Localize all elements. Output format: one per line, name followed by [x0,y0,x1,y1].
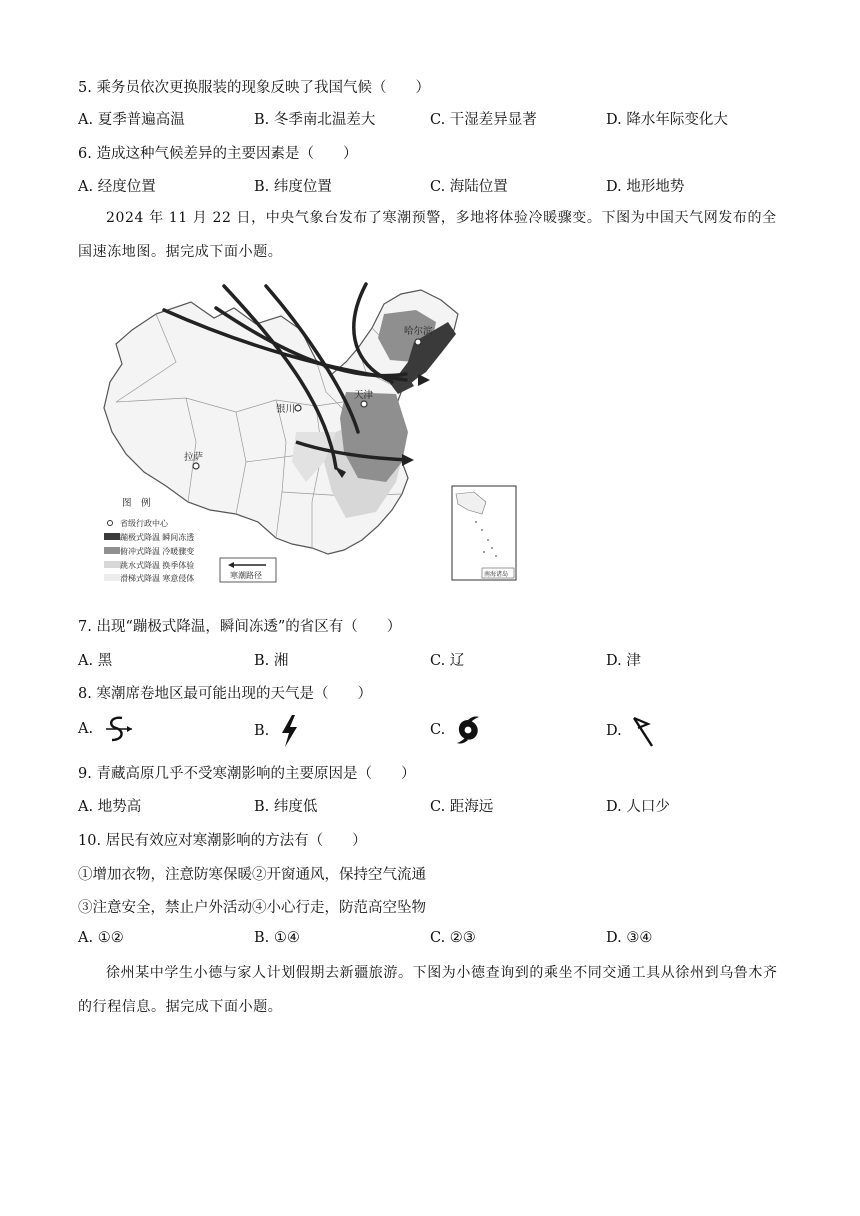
option-c-label: C. [430,722,446,738]
option-a[interactable]: A. 地势高 [78,799,142,815]
legend-arrow-label: 寒潮路径 [230,571,262,580]
option-d[interactable]: D. ③④ [606,930,653,946]
inset-label: 南海诸岛 [484,572,509,578]
option-d[interactable]: D. 人口少 [606,799,670,815]
city-tianjin: 天津 [354,390,374,401]
option-c[interactable]: C. 海陆位置 [430,179,508,195]
question-6-stem: 6. 造成这种气候差异的主要因素是（ ） [78,146,358,162]
passage-xinjiang-trip-text: 徐州某中学生小德与家人计划假期去新疆旅游。下图为小德查询到的乘坐不同交通工具从徐州到乌鲁木齐的行程信息。据完成下面小题。 [78,965,778,1015]
option-d[interactable]: D. 降水年际变化大 [606,112,728,128]
legend-item-jump: 跳水式降温 换季体验 [120,561,195,570]
option-c[interactable]: C. ②③ [430,930,476,946]
option-d[interactable]: D. 地形地势 [606,179,685,195]
south-china-sea-inset [452,486,516,580]
option-d-label: D. [606,723,622,739]
legend-item-capital: 省级行政中心 [120,519,168,528]
question-10-stem: 10. 居民有效应对寒潮影响的方法有（ ） [78,833,367,849]
option-a[interactable] [78,714,136,744]
option-b[interactable]: B. 冬季南北温差大 [254,112,376,128]
question-10-statements-1: ①增加衣物，注意防寒保暖②开窗通风，保持空气流通 [78,867,426,883]
passage-cold-wave [78,201,786,269]
legend-item-slide: 滑梯式降温 寒意侵体 [120,574,195,583]
typhoon-icon [454,714,482,746]
question-8-options [78,714,778,750]
question-8-stem: 8. 寒潮席卷地区最可能出现的天气是（ ） [78,686,372,702]
question-10-statements-2: ③注意安全，禁止户外活动④小心行走，防范高空坠物 [78,900,426,916]
question-7-stem: 7. 出现“蹦极式降温，瞬间冻透”的省区有（ ） [78,619,402,635]
city-lhasa: 拉萨 [184,452,204,463]
option-a-label: A. [78,721,94,737]
legend-item-dive: 俯冲式降温 冷暖骤变 [120,547,195,556]
option-d[interactable] [606,714,658,748]
option-c[interactable]: C. 辽 [430,653,465,669]
option-b[interactable]: B. 湘 [254,653,289,669]
option-c[interactable]: C. 干湿差异显著 [430,112,537,128]
option-c[interactable] [430,714,482,746]
city-yinchuan: 银川 [276,404,296,415]
option-b[interactable]: B. ①④ [254,930,300,946]
option-d[interactable]: D. 津 [606,653,641,669]
option-a[interactable]: A. ①② [78,930,124,946]
question-5-stem: 5. 乘务员依次更换服装的现象反映了我国气候（ ） [78,80,430,96]
option-a[interactable]: A. 黑 [78,653,113,669]
legend-item-bungee: 蹦极式降温 瞬间冻透 [120,533,195,542]
city-harbin: 哈尔滨 [404,326,433,337]
option-b-label: B. [254,723,270,739]
passage-cold-wave-text: 2024 年 11 月 22 日，中央气象台发布了寒潮预警，多地将体验冷暖骤变。下图为中国天气网发布的全国速冻地图。据完成下面小题。 [78,210,777,260]
cold-wave-map [96,282,524,584]
sandstorm-icon [102,714,136,744]
wind-icon [630,714,658,748]
option-a[interactable]: A. 夏季普遍高温 [78,112,185,128]
legend-title: 图 例 [122,498,151,509]
question-9-stem: 9. 青藏高原几乎不受寒潮影响的主要原因是（ ） [78,766,416,782]
option-b[interactable]: B. 纬度低 [254,799,318,815]
option-b[interactable] [254,714,300,748]
option-a[interactable]: A. 经度位置 [78,179,156,195]
option-b[interactable]: B. 纬度位置 [254,179,332,195]
option-c[interactable]: C. 距海远 [430,799,494,815]
thunderstorm-icon [278,714,300,748]
passage-xinjiang-trip [78,956,786,1024]
